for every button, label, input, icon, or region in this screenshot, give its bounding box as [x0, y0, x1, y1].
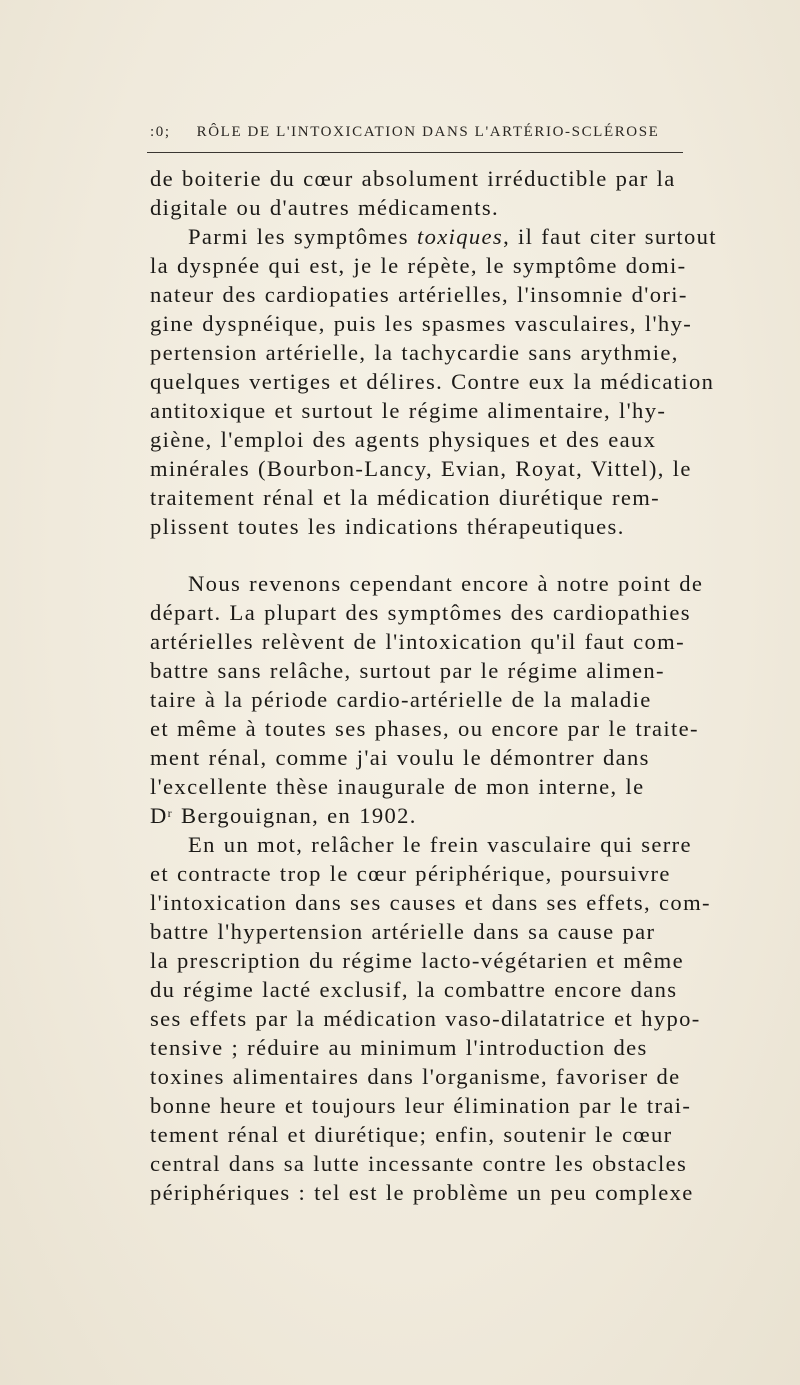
text-line: nateur des cardiopaties artérielles, l'insomnie d'ori- — [150, 282, 688, 307]
text-line: plissent toutes les indications thérapeutiques. — [150, 514, 625, 539]
superscript: r — [167, 806, 174, 820]
text-fragment: , il faut citer surtout — [503, 224, 717, 249]
text-line: artérielles relèvent de l'intoxication qu'il faut com- — [150, 629, 685, 654]
text-line: l'excellente thèse inaugurale de mon interne, le — [150, 774, 645, 799]
text-line: antitoxique et surtout le régime alimentaire, l'hy- — [150, 398, 667, 423]
text-line: battre sans relâche, surtout par le régime alimen- — [150, 658, 665, 683]
text-line: central dans sa lutte incessante contre les obstacles — [150, 1151, 688, 1176]
text-line: départ. La plupart des symptômes des cardiopathies — [150, 600, 691, 625]
text-line: ses effets par la médication vaso-dilatatrice et hypo- — [150, 1006, 701, 1031]
text-line: périphériques : tel est le problème un peu complexe — [150, 1180, 694, 1205]
text-line: gine dyspnéique, puis les spasmes vasculaires, l'hy- — [150, 311, 693, 336]
text-line: du régime lacté exclusif, la combattre encore dans — [150, 977, 678, 1002]
text-line: En un mot, relâcher le frein vasculaire qui serre — [188, 832, 692, 857]
text-fragment: Parmi les symptômes — [188, 224, 417, 249]
text-line: ment rénal, comme j'ai voulu le démontrer dans — [150, 745, 650, 770]
header-rule — [147, 152, 683, 153]
text-line: bonne heure et toujours leur élimination par le trai- — [150, 1093, 692, 1118]
running-header — [150, 124, 680, 141]
text-line: pertension artérielle, la tachycardie sans arythmie, — [150, 340, 679, 365]
text-line: giène, l'emploi des agents physiques et des eaux — [150, 427, 657, 452]
text-line — [150, 801, 698, 830]
text-line: tement rénal et diurétique; enfin, soutenir le cœur — [150, 1122, 673, 1147]
text-line: traitement rénal et la médication diurétique rem- — [150, 485, 661, 510]
text-line — [150, 222, 717, 251]
text-line: battre l'hypertension artérielle dans sa cause par — [150, 919, 656, 944]
text-line: quelques vertiges et délires. Contre eux la médication — [150, 369, 715, 394]
text-line: taire à la période cardio-artérielle de la maladie — [150, 687, 652, 712]
paragraph-gap — [150, 541, 698, 569]
italic-word: toxiques — [416, 224, 504, 249]
text-line: minérales (Bourbon-Lancy, Evian, Royat, Vittel), le — [150, 456, 692, 481]
text-line: l'intoxication dans ses causes et dans ses effets, com- — [150, 890, 711, 915]
text-line: de boiterie du cœur absolument irréductible par la — [150, 166, 676, 191]
text-line: tensive ; réduire au minimum l'introduction des — [150, 1035, 648, 1060]
text-line: la dyspnée qui est, je le répète, le symptôme domi- — [150, 253, 687, 278]
text-line: et même à toutes ses phases, ou encore par le traite- — [150, 716, 699, 741]
text-fragment: D — [150, 803, 168, 828]
text-line: Nous revenons cependant encore à notre point de — [188, 571, 704, 596]
text-line: et contracte trop le cœur périphérique, poursuivre — [150, 861, 671, 886]
text-line: la prescription du régime lacto-végétarien et même — [150, 948, 684, 973]
text-line: digitale ou d'autres médicaments. — [150, 195, 500, 220]
page-number: :0; — [150, 124, 171, 140]
text-fragment: Bergouignan, en 1902. — [173, 803, 417, 828]
text-line: toxines alimentaires dans l'organisme, favoriser de — [150, 1064, 681, 1089]
running-title: RÔLE DE L'INTOXICATION DANS L'ARTÉRIO-SCLÉROSE — [196, 124, 660, 140]
body-text — [150, 164, 717, 1207]
